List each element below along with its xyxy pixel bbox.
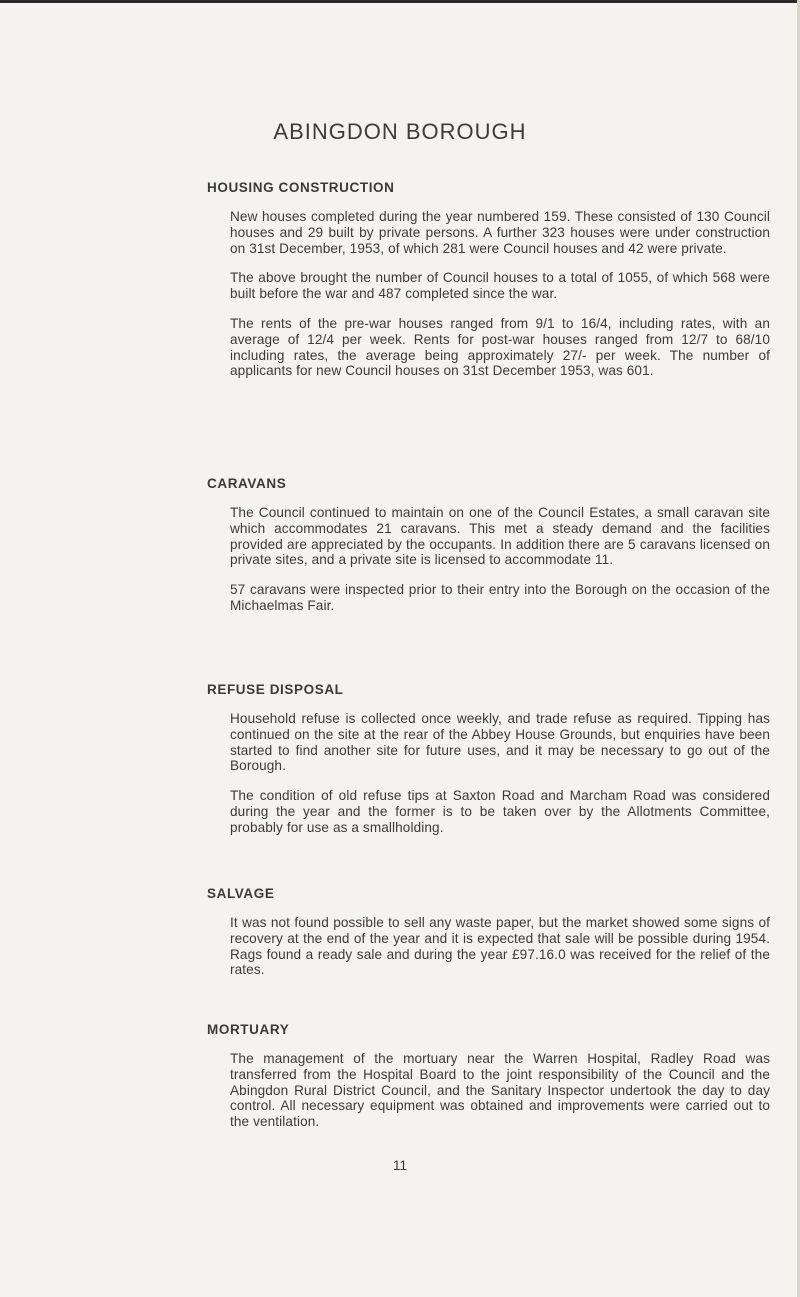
section-heading: MORTUARY (207, 1022, 290, 1037)
paragraph: The Council continued to maintain on one of the Council Estates, a small caravan site which accommodates 21 caravans. This met a steady demand and the facilities provided are appreciated by the occupants. In addition there are 5 caravans licensed on private sites, and a private site is licensed to accommodate 11. (230, 505, 770, 568)
section-refuse-disposal (207, 682, 770, 850)
page-title: ABINGDON BOROUGH (273, 119, 527, 144)
paragraph: 57 caravans were inspected prior to their entry into the Borough on the occasion of the Michaelmas Fair. (230, 582, 770, 613)
paragraph: The condition of old refuse tips at Saxton Road and Marcham Road was considered during the year and the former is to be taken over by the Allotments Committee, probably for use as a smallholding. (230, 788, 770, 835)
paragraph: New houses completed during the year numbered 159. These consisted of 130 Council houses and 29 built by private persons. A further 323 houses were under construction on 31st December, 1953, of which 281 were Council houses and 42 were private. (230, 209, 770, 256)
paragraph: The above brought the number of Council houses to a total of 1055, of which 568 were built before the war and 487 completed since the war. (230, 270, 770, 302)
page-number: 11 (392, 1158, 407, 1173)
section-housing-construction (207, 180, 770, 393)
paragraph: The rents of the pre-war houses ranged from 9/1 to 16/4, including rates, with an average of 12/4 per week. Rents for post-war houses ranged from 12/7 to 68/10 including rates, the average being approximately 27/- per week. The number of applicants for new Council houses on 31st December 1953, was 601. (230, 315, 770, 379)
section-heading: SALVAGE (207, 886, 275, 901)
paragraph: Household refuse is collected once weekly, and trade refuse as required. Tipping has continued on the site at the rear of the Abbey House Grounds, but enquiries have been started to find another site for future uses, and it may be necessary to go out of the Borough. (230, 711, 770, 774)
section-caravans (207, 476, 770, 628)
section-salvage (207, 886, 770, 992)
section-heading: HOUSING CONSTRUCTION (207, 180, 395, 195)
section-mortuary (207, 1022, 770, 1144)
paragraph: It was not found possible to sell any waste paper, but the market showed some signs of recovery at the end of the year and it is expected that sale will be possible during 1954. Rags found a ready sale and during the year £97.16.0 was received for the relief of the rates. (230, 915, 770, 978)
section-heading: CARAVANS (207, 476, 287, 491)
section-heading: REFUSE DISPOSAL (207, 682, 344, 697)
paragraph: The management of the mortuary near the Warren Hospital, Radley Road was transferred from the Hospital Board to the joint responsibility of the Council and the Abingdon Rural District Council, and the Sanitary Inspector undertook the day to day control. All necessary equipment was obtained and improvements were carried out to the ventilation. (230, 1051, 770, 1130)
scan-edge-top (0, 0, 800, 3)
